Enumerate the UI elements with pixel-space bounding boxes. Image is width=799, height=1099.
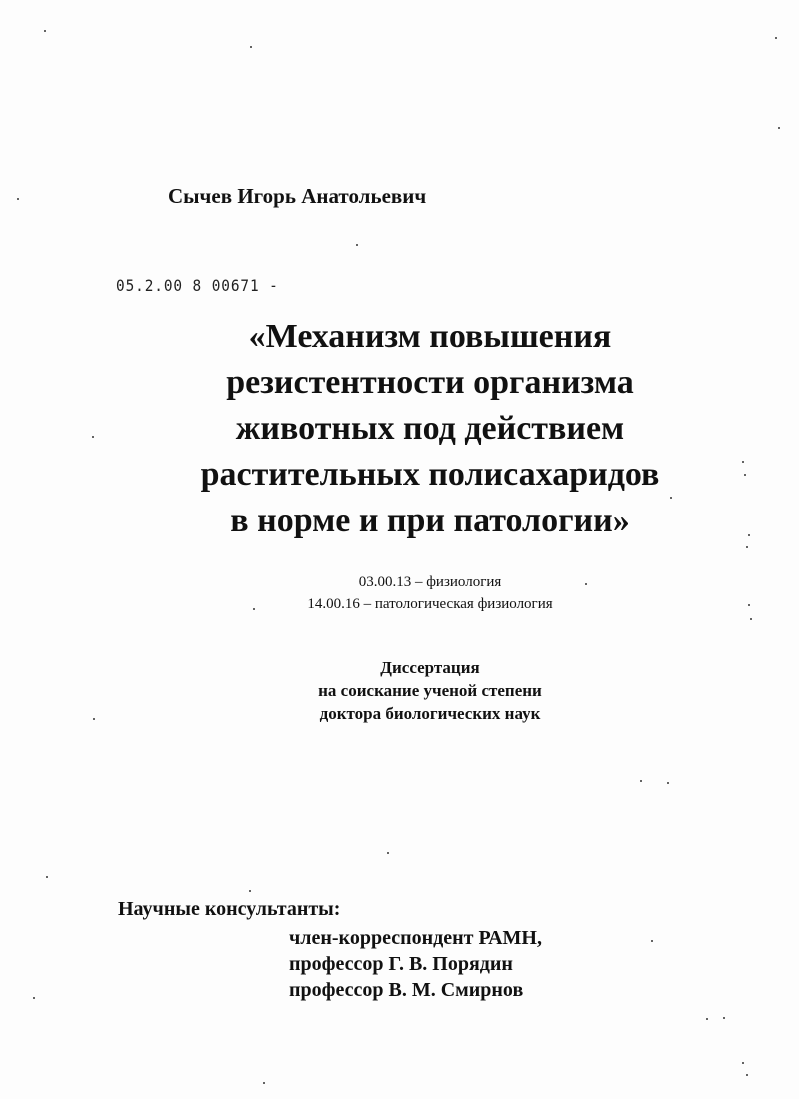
degree-line: Диссертация [380, 658, 480, 677]
scan-speck [17, 198, 19, 200]
scan-speck [46, 876, 48, 878]
title-line: «Механизм повышения [248, 318, 612, 355]
scan-speck [93, 718, 95, 720]
consultant-line: профессор В. М. Смирнов [289, 979, 524, 1001]
scan-speck [746, 1074, 748, 1076]
scan-speck [775, 37, 777, 39]
scan-speck [748, 534, 750, 536]
dissertation-title [0, 314, 799, 544]
scan-speck [263, 1082, 265, 1084]
scan-speck [387, 852, 389, 854]
scan-speck [778, 127, 780, 129]
scan-speck [356, 244, 358, 246]
scan-speck [750, 618, 752, 620]
degree-statement [0, 656, 799, 725]
specialty-line: 03.00.13 – физиология [358, 574, 502, 590]
scan-speck [253, 608, 255, 610]
title-line: растительных полисахаридов [200, 456, 660, 493]
degree-line: доктора биологических наук [319, 704, 541, 723]
author-name: Сычев Игорь Анатольевич [168, 184, 427, 208]
scan-speck [585, 583, 587, 585]
scan-speck [92, 436, 94, 438]
title-line: в норме и при патологии» [230, 502, 630, 539]
scan-speck [706, 1018, 708, 1020]
consultants-heading: Научные консультанты: [118, 898, 341, 920]
consultant-line: член-корреспондент РАМН, [289, 927, 542, 949]
scan-speck [742, 461, 744, 463]
title-line: резистентности организма [226, 364, 634, 401]
scan-speck [33, 997, 35, 999]
specialty-line: 14.00.16 – патологическая физиология [307, 596, 553, 612]
scan-speck [640, 780, 642, 782]
scan-speck [651, 940, 653, 942]
scan-speck [748, 604, 750, 606]
scan-speck [742, 1062, 744, 1064]
scan-speck [250, 46, 252, 48]
specialty-codes [0, 571, 799, 615]
scan-speck [44, 30, 46, 32]
catalog-number: 05.2.00 8 00671 - [116, 276, 279, 295]
scan-speck [744, 474, 746, 476]
scan-speck [249, 890, 251, 892]
scan-speck [670, 497, 672, 499]
scan-speck [723, 1017, 725, 1019]
degree-line: на соискание ученой степени [318, 681, 542, 700]
scan-speck [746, 546, 748, 548]
consultant-line: профессор Г. В. Порядин [289, 953, 513, 975]
scan-speck [667, 782, 669, 784]
consultants-list [289, 925, 542, 1003]
title-line: животных под действием [235, 410, 625, 447]
